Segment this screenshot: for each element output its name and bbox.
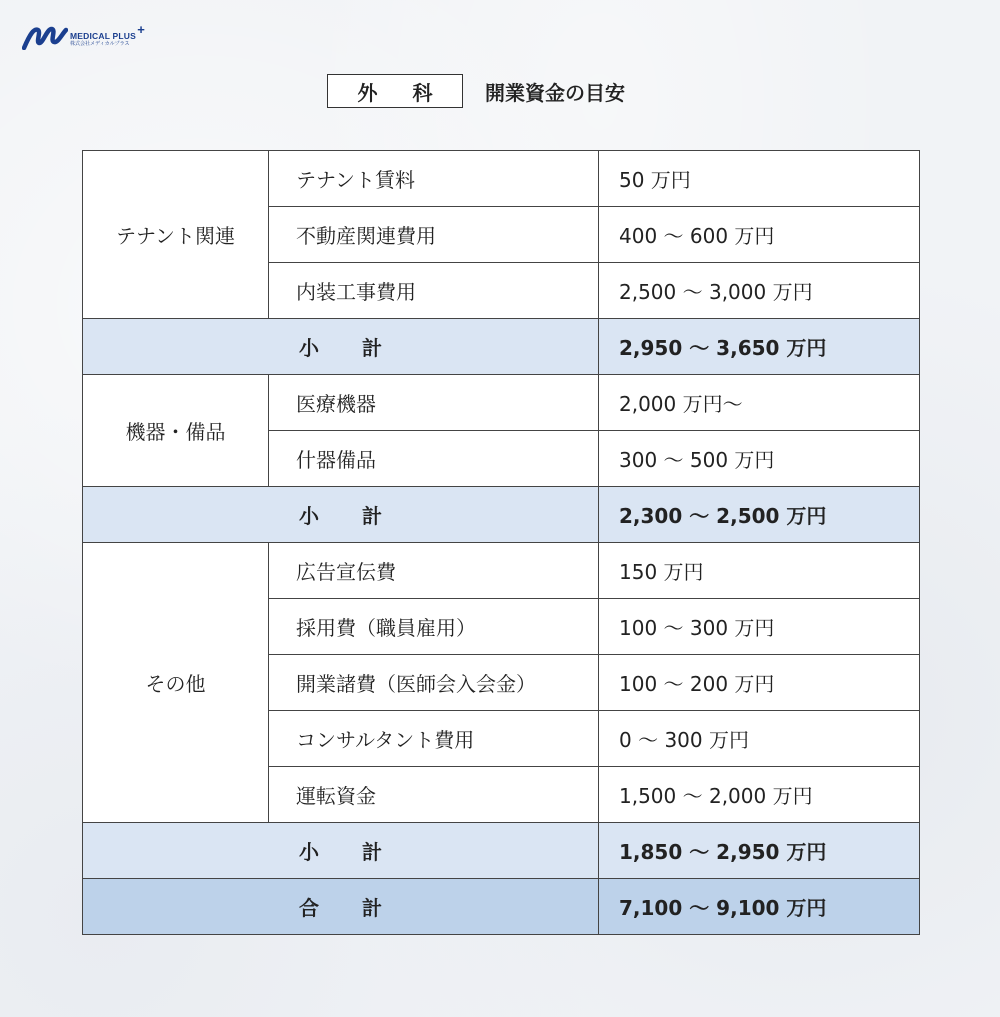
subtotal-label: 小 計 <box>83 319 599 375</box>
subtotal-amount: 1,850 ～ 2,950 万円 <box>599 823 920 879</box>
company-logo <box>22 22 145 50</box>
category-cell: テナント関連 <box>83 151 269 319</box>
table-row <box>83 543 920 599</box>
subtotal-amount: 2,300 ～ 2,500 万円 <box>599 487 920 543</box>
total-row <box>83 879 920 935</box>
total-amount: 7,100 ～ 9,100 万円 <box>599 879 920 935</box>
table-row <box>83 375 920 431</box>
subtotal-label: 小 計 <box>83 487 599 543</box>
item-name-cell: テナント賃料 <box>269 151 599 207</box>
subtotal-row <box>83 319 920 375</box>
department-label: 外 科 <box>327 74 463 108</box>
page-heading <box>327 74 625 108</box>
subtotal-amount: 2,950 ～ 3,650 万円 <box>599 319 920 375</box>
item-amount-cell: 300 ～ 500 万円 <box>599 431 920 487</box>
logo-name: MEDICAL PLUS + <box>70 22 145 41</box>
item-amount-cell: 50 万円 <box>599 151 920 207</box>
logo-plus: + <box>137 22 145 37</box>
category-cell: 機器・備品 <box>83 375 269 487</box>
subtotal-row <box>83 487 920 543</box>
table-row <box>83 151 920 207</box>
item-amount-cell: 2,500 ～ 3,000 万円 <box>599 263 920 319</box>
item-name-cell: 広告宣伝費 <box>269 543 599 599</box>
item-name-cell: 採用費（職員雇用） <box>269 599 599 655</box>
item-amount-cell: 150 万円 <box>599 543 920 599</box>
item-amount-cell: 1,500 ～ 2,000 万円 <box>599 767 920 823</box>
item-amount-cell: 100 ～ 300 万円 <box>599 599 920 655</box>
item-name-cell: コンサルタント費用 <box>269 711 599 767</box>
item-name-cell: 不動産関連費用 <box>269 207 599 263</box>
item-name-cell: 医療機器 <box>269 375 599 431</box>
item-amount-cell: 100 ～ 200 万円 <box>599 655 920 711</box>
item-name-cell: 什器備品 <box>269 431 599 487</box>
item-name-cell: 開業諸費（医師会入会金） <box>269 655 599 711</box>
medical-plus-logo-icon <box>22 24 68 50</box>
total-label: 合 計 <box>83 879 599 935</box>
subtotal-label: 小 計 <box>83 823 599 879</box>
category-cell: その他 <box>83 543 269 823</box>
item-amount-cell: 400 ～ 600 万円 <box>599 207 920 263</box>
item-amount-cell: 2,000 万円～ <box>599 375 920 431</box>
item-name-cell: 運転資金 <box>269 767 599 823</box>
item-name-cell: 内装工事費用 <box>269 263 599 319</box>
logo-subtitle: 株式会社メディカルプラス <box>70 41 130 47</box>
item-amount-cell: 0 ～ 300 万円 <box>599 711 920 767</box>
page-title: 開業資金の目安 <box>485 80 625 105</box>
subtotal-row <box>83 823 920 879</box>
opening-funds-table <box>82 150 920 935</box>
